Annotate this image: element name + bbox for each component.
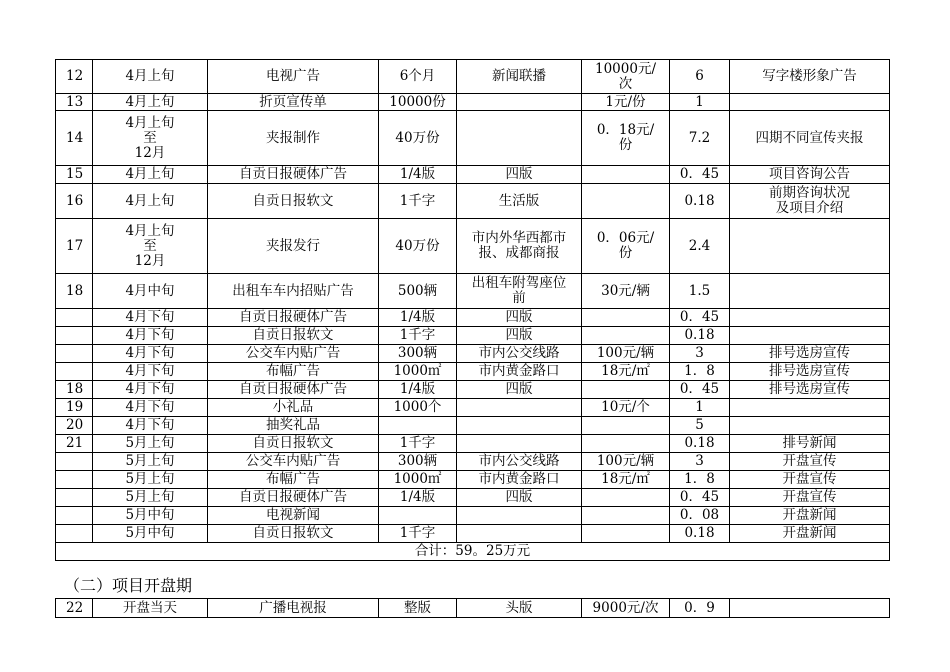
cell-amount: 2.4: [670, 219, 730, 274]
cell-amount: 6: [670, 60, 730, 94]
table-row: [56, 381, 890, 399]
cell-time: 5月上旬: [93, 435, 208, 453]
table-row: [56, 60, 890, 94]
table-row: [56, 489, 890, 507]
total-row: [56, 543, 890, 561]
cell-quantity: 40万份: [379, 111, 457, 166]
cell-amount: 5: [670, 417, 730, 435]
cell-time: 4月上旬: [93, 60, 208, 94]
cell-unit-price: [582, 417, 670, 435]
cell-no: [56, 525, 93, 543]
cell-time: 开盘当天: [93, 599, 208, 618]
cell-unit-price: [582, 381, 670, 399]
cell-amount: 1.5: [670, 274, 730, 309]
cell-time: 4月上旬: [93, 184, 208, 219]
cell-quantity: 1千字: [379, 184, 457, 219]
cell-position: [457, 507, 582, 525]
cell-time: 5月上旬: [93, 471, 208, 489]
cell-quantity: 1000个: [379, 399, 457, 417]
cell-unit-price: [582, 525, 670, 543]
cell-remark: 排号选房宣传: [730, 345, 890, 363]
cell-unit-price: 100元/辆: [582, 345, 670, 363]
cell-item: 自贡日报软文: [208, 435, 379, 453]
cell-no: [56, 489, 93, 507]
cell-item: 公交车内贴广告: [208, 453, 379, 471]
cell-remark: [730, 417, 890, 435]
cell-no: 14: [56, 111, 93, 166]
cell-remark: 前期咨询状况 及项目介绍: [730, 184, 890, 219]
cell-unit-price: [582, 489, 670, 507]
cell-unit-price: 0．06元/ 份: [582, 219, 670, 274]
cell-remark: 四期不同宣传夹报: [730, 111, 890, 166]
cell-no: [56, 345, 93, 363]
cell-quantity: 1千字: [379, 327, 457, 345]
table-row: [56, 274, 890, 309]
cell-no: [56, 363, 93, 381]
cell-time: 4月下旬: [93, 309, 208, 327]
cell-amount: 1: [670, 399, 730, 417]
cell-amount: 0.18: [670, 435, 730, 453]
cell-remark: [730, 399, 890, 417]
cell-unit-price: [582, 507, 670, 525]
cell-time: 4月上旬: [93, 94, 208, 111]
table-row: [56, 399, 890, 417]
cell-remark: [730, 219, 890, 274]
cell-item: 电视新闻: [208, 507, 379, 525]
cell-item: 自贡日报硬体广告: [208, 309, 379, 327]
cell-remark: 开盘宣传: [730, 489, 890, 507]
table-row: [56, 471, 890, 489]
cell-position: 生活版: [457, 184, 582, 219]
table-row: [56, 507, 890, 525]
table-row: [56, 363, 890, 381]
cell-unit-price: 18元/㎡: [582, 471, 670, 489]
cell-position: 市内公交线路: [457, 453, 582, 471]
cell-item: 折页宣传单: [208, 94, 379, 111]
cell-no: [56, 309, 93, 327]
cell-item: 广播电视报: [208, 599, 379, 618]
cell-position: 市内公交线路: [457, 345, 582, 363]
cell-time: 5月上旬: [93, 453, 208, 471]
cell-amount: 1: [670, 94, 730, 111]
cell-position: 四版: [457, 309, 582, 327]
cell-amount: 0．45: [670, 309, 730, 327]
cell-position: 出租车附驾座位 前: [457, 274, 582, 309]
cell-amount: 0．08: [670, 507, 730, 525]
opening-period-table: [55, 598, 890, 618]
cell-remark: 开盘宣传: [730, 471, 890, 489]
cell-quantity: 1000㎡: [379, 471, 457, 489]
table-row: [56, 219, 890, 274]
cell-unit-price: 9000元/次: [582, 599, 670, 618]
cell-quantity: 1千字: [379, 435, 457, 453]
cell-no: 17: [56, 219, 93, 274]
cell-remark: 排号选房宣传: [730, 381, 890, 399]
cell-amount: 0．45: [670, 166, 730, 184]
cell-item: 自贡日报软文: [208, 184, 379, 219]
cell-amount: 1．8: [670, 363, 730, 381]
cell-position: 市内外华西都市 报、成都商报: [457, 219, 582, 274]
cell-quantity: 1千字: [379, 525, 457, 543]
cell-item: 电视广告: [208, 60, 379, 94]
cell-remark: 开盘新闻: [730, 525, 890, 543]
cell-no: 12: [56, 60, 93, 94]
cell-time: 4月上旬 至 12月: [93, 111, 208, 166]
table-row: [56, 453, 890, 471]
cell-no: 21: [56, 435, 93, 453]
table-row: [56, 309, 890, 327]
cell-unit-price: 0．18元/ 份: [582, 111, 670, 166]
cell-quantity: 500辆: [379, 274, 457, 309]
table-row: [56, 345, 890, 363]
table-row: [56, 599, 890, 618]
cell-amount: 0．45: [670, 489, 730, 507]
cell-remark: [730, 94, 890, 111]
cell-quantity: [379, 507, 457, 525]
cell-amount: 0.18: [670, 184, 730, 219]
cell-item: 公交车内贴广告: [208, 345, 379, 363]
cell-amount: 3: [670, 345, 730, 363]
cell-unit-price: 100元/辆: [582, 453, 670, 471]
cell-quantity: 1000㎡: [379, 363, 457, 381]
cell-amount: 1．8: [670, 471, 730, 489]
cell-remark: 写字楼形象广告: [730, 60, 890, 94]
cell-no: 22: [56, 599, 93, 618]
cell-quantity: 1/4版: [379, 381, 457, 399]
cell-remark: [730, 274, 890, 309]
cell-quantity: 1/4版: [379, 489, 457, 507]
cell-time: 4月下旬: [93, 327, 208, 345]
table-row: [56, 327, 890, 345]
cell-item: 自贡日报硬体广告: [208, 381, 379, 399]
cell-item: 布幅广告: [208, 363, 379, 381]
budget-table: [55, 59, 890, 561]
cell-position: [457, 525, 582, 543]
cell-item: 抽奖礼品: [208, 417, 379, 435]
cell-amount: 3: [670, 453, 730, 471]
cell-position: 四版: [457, 489, 582, 507]
cell-position: [457, 417, 582, 435]
cell-no: 16: [56, 184, 93, 219]
table-row: [56, 166, 890, 184]
cell-quantity: 10000份: [379, 94, 457, 111]
cell-position: 四版: [457, 381, 582, 399]
cell-amount: 0.18: [670, 327, 730, 345]
cell-unit-price: [582, 435, 670, 453]
cell-time: 4月下旬: [93, 345, 208, 363]
cell-item: 布幅广告: [208, 471, 379, 489]
cell-time: 4月下旬: [93, 363, 208, 381]
cell-amount: 7.2: [670, 111, 730, 166]
cell-quantity: 300辆: [379, 453, 457, 471]
cell-remark: 开盘新闻: [730, 507, 890, 525]
cell-item: 小礼品: [208, 399, 379, 417]
cell-item: 自贡日报硬体广告: [208, 489, 379, 507]
cell-item: 自贡日报软文: [208, 327, 379, 345]
cell-time: 4月上旬: [93, 166, 208, 184]
cell-remark: [730, 599, 890, 618]
cell-remark: 排号选房宣传: [730, 363, 890, 381]
cell-position: [457, 399, 582, 417]
cell-position: 四版: [457, 327, 582, 345]
cell-quantity: 整版: [379, 599, 457, 618]
cell-no: 18: [56, 274, 93, 309]
cell-unit-price: [582, 184, 670, 219]
cell-position: 市内黄金路口: [457, 471, 582, 489]
total-cell: 合计：59。25万元: [56, 543, 890, 561]
cell-time: 4月下旬: [93, 417, 208, 435]
cell-amount: 0．9: [670, 599, 730, 618]
cell-quantity: 40万份: [379, 219, 457, 274]
cell-time: 5月中旬: [93, 507, 208, 525]
table-row: [56, 435, 890, 453]
cell-quantity: [379, 417, 457, 435]
cell-unit-price: 30元/辆: [582, 274, 670, 309]
cell-quantity: 1/4版: [379, 309, 457, 327]
cell-unit-price: [582, 309, 670, 327]
cell-no: 15: [56, 166, 93, 184]
cell-time: 4月下旬: [93, 381, 208, 399]
cell-position: 头版: [457, 599, 582, 618]
cell-remark: [730, 309, 890, 327]
cell-no: [56, 453, 93, 471]
cell-item: 自贡日报硬体广告: [208, 166, 379, 184]
cell-no: 13: [56, 94, 93, 111]
cell-remark: 排号新闻: [730, 435, 890, 453]
cell-time: 4月中旬: [93, 274, 208, 309]
cell-unit-price: [582, 166, 670, 184]
table-row: [56, 111, 890, 166]
cell-item: 出租车车内招贴广告: [208, 274, 379, 309]
cell-time: 4月下旬: [93, 399, 208, 417]
cell-item: 自贡日报软文: [208, 525, 379, 543]
cell-remark: [730, 327, 890, 345]
table-row: [56, 94, 890, 111]
cell-unit-price: 1元/份: [582, 94, 670, 111]
cell-position: [457, 435, 582, 453]
cell-position: [457, 111, 582, 166]
cell-item: 夹报制作: [208, 111, 379, 166]
cell-no: 19: [56, 399, 93, 417]
cell-amount: 0.18: [670, 525, 730, 543]
section-heading: （二）项目开盘期: [64, 576, 193, 595]
cell-time: 5月中旬: [93, 525, 208, 543]
cell-remark: 项目咨询公告: [730, 166, 890, 184]
cell-quantity: 1/4版: [379, 166, 457, 184]
table-row: [56, 184, 890, 219]
cell-amount: 0．45: [670, 381, 730, 399]
table-row: [56, 525, 890, 543]
cell-position: 新闻联播: [457, 60, 582, 94]
cell-position: [457, 94, 582, 111]
cell-no: 20: [56, 417, 93, 435]
cell-remark: 开盘宣传: [730, 453, 890, 471]
cell-no: [56, 471, 93, 489]
cell-quantity: 6个月: [379, 60, 457, 94]
cell-unit-price: 10000元/ 次: [582, 60, 670, 94]
cell-unit-price: 10元/个: [582, 399, 670, 417]
cell-unit-price: 18元/㎡: [582, 363, 670, 381]
cell-position: 市内黄金路口: [457, 363, 582, 381]
cell-unit-price: [582, 327, 670, 345]
cell-item: 夹报发行: [208, 219, 379, 274]
cell-time: 4月上旬 至 12月: [93, 219, 208, 274]
cell-no: [56, 327, 93, 345]
cell-no: 18: [56, 381, 93, 399]
cell-no: [56, 507, 93, 525]
cell-quantity: 300辆: [379, 345, 457, 363]
table-row: [56, 417, 890, 435]
cell-position: 四版: [457, 166, 582, 184]
cell-time: 5月上旬: [93, 489, 208, 507]
